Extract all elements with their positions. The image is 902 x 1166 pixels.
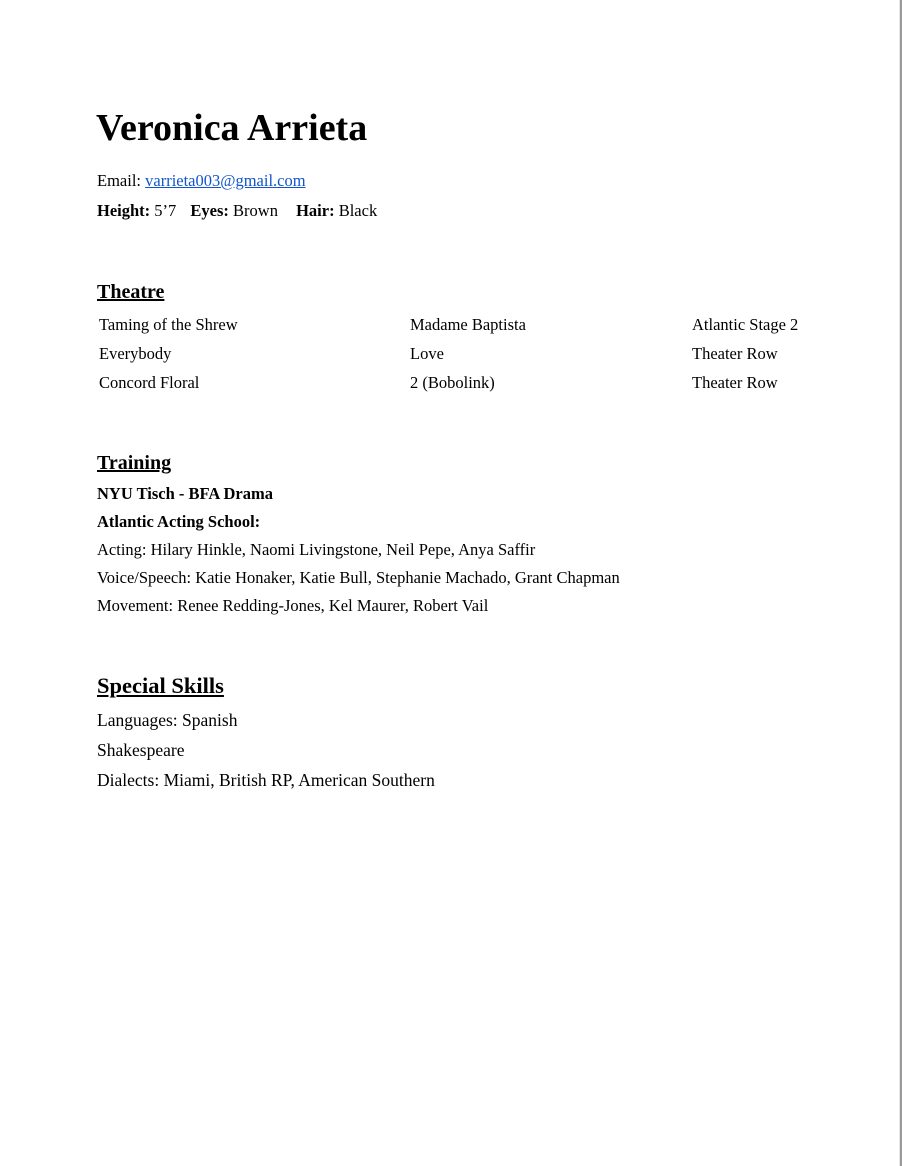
theatre-venue: Theater Row — [692, 373, 778, 392]
eyes-label: Eyes: — [190, 201, 229, 220]
theatre-heading: Theatre — [97, 281, 165, 303]
hair-label: Hair: — [296, 201, 335, 220]
theatre-row — [0, 314, 902, 338]
hair-value: Black — [338, 201, 378, 220]
theatre-show: Everybody — [99, 344, 172, 363]
physical-stats — [97, 201, 377, 221]
contact-line — [97, 171, 306, 191]
email-link[interactable]: varrieta003@gmail.com — [145, 171, 306, 190]
skill-item: Dialects: Miami, British RP, American Southern — [97, 770, 435, 790]
resume-name: Veronica Arrieta — [96, 107, 368, 149]
skill-item: Shakespeare — [97, 740, 185, 760]
training-acting: Acting: Hilary Hinkle, Naomi Livingstone, Neil Pepe, Anya Saffir — [97, 540, 536, 559]
eyes-value: Brown — [233, 201, 278, 220]
training-voice: Voice/Speech: Katie Honaker, Katie Bull, Stephanie Machado, Grant Chapman — [97, 568, 620, 587]
training-heading: Training — [97, 452, 172, 474]
training-movement: Movement: Renee Redding-Jones, Kel Maurer, Robert Vail — [97, 596, 489, 615]
height-label: Height: — [97, 201, 151, 220]
email-label: Email: — [97, 171, 141, 190]
theatre-role: 2 (Bobolink) — [410, 373, 495, 392]
training-school: NYU Tisch - BFA Drama — [97, 484, 274, 503]
theatre-role: Love — [410, 344, 444, 363]
height-value: 5’7 — [154, 201, 177, 220]
skill-item: Languages: Spanish — [97, 710, 238, 730]
theatre-venue: Theater Row — [692, 344, 778, 363]
theatre-row — [0, 343, 902, 367]
special-skills-heading: Special Skills — [97, 673, 224, 698]
page-edge-shadow — [899, 0, 900, 1166]
theatre-show: Concord Floral — [99, 373, 200, 392]
theatre-row — [0, 372, 902, 396]
theatre-venue: Atlantic Stage 2 — [692, 315, 799, 334]
training-studio: Atlantic Acting School: — [97, 512, 261, 531]
theatre-role: Madame Baptista — [410, 315, 526, 334]
theatre-show: Taming of the Shrew — [99, 315, 238, 334]
